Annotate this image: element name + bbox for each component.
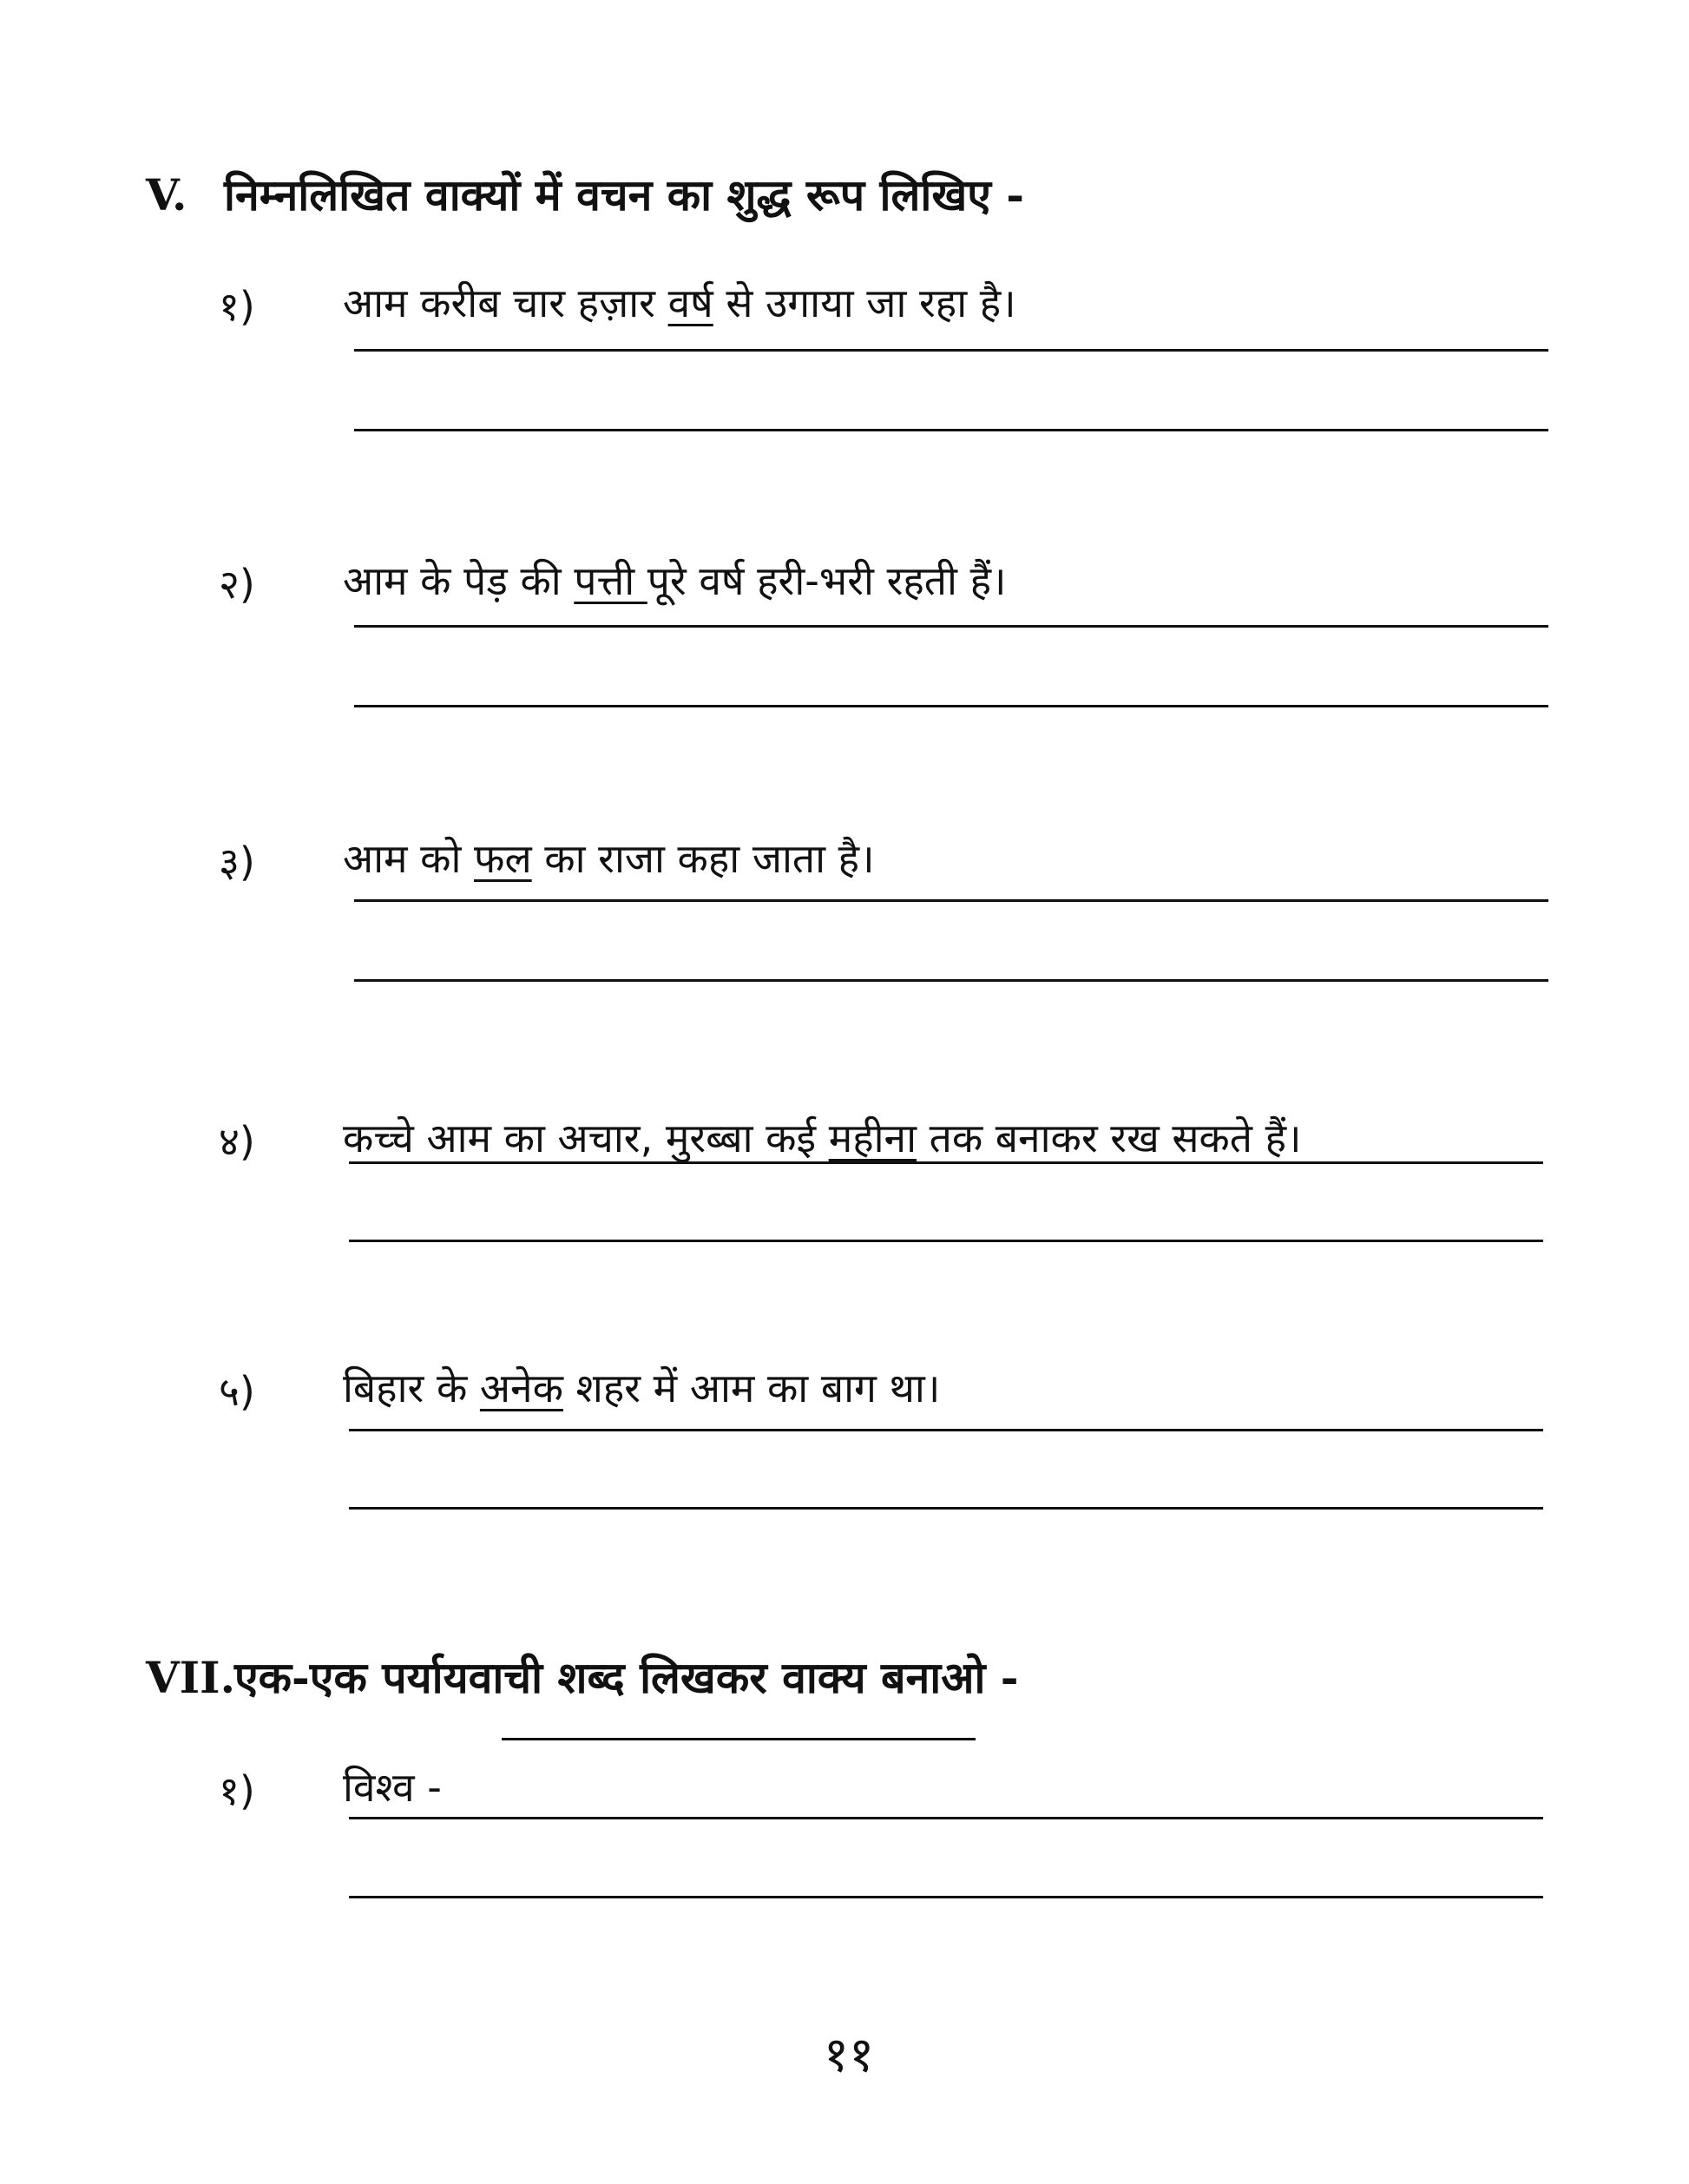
answer-line[interactable]: [349, 1896, 1543, 1898]
question-text: [343, 557, 1007, 604]
answer-line[interactable]: [354, 429, 1548, 431]
sentence-part: से उगाया जा रहा है।: [713, 280, 1016, 326]
question-number: १): [219, 1767, 255, 1814]
sentence-part: पूरे वर्ष हरी-भरी रहती हैं।: [647, 557, 1007, 604]
question-number: १): [219, 283, 255, 330]
sentence-part: आम करीब चार हज़ार: [343, 280, 668, 326]
question-text: [343, 1365, 941, 1411]
underlined-word: अनेक: [479, 1365, 563, 1411]
sentence-part: शहर में आम का बाग था।: [562, 1365, 941, 1411]
question-number: ५): [219, 1368, 255, 1415]
answer-line[interactable]: [349, 1817, 1543, 1819]
answer-line[interactable]: [354, 979, 1548, 982]
answer-line[interactable]: [354, 625, 1548, 628]
answer-line[interactable]: [354, 705, 1548, 707]
question-number: ३): [219, 839, 255, 885]
question-text: [343, 280, 1016, 326]
answer-line[interactable]: [349, 1429, 1543, 1431]
page-number: ११: [823, 2027, 875, 2083]
question-text: [343, 835, 875, 882]
underlined-word: फल: [474, 835, 532, 882]
answer-line[interactable]: [349, 1507, 1543, 1510]
sentence-part: का राजा कहा जाता है।: [531, 835, 875, 882]
question-number: २): [219, 561, 255, 608]
section-v-heading: निम्नलिखित वाक्यों में वचन का शुद्ध रूप लिखिए -: [224, 169, 1025, 220]
underlined-word: वर्ष: [667, 280, 713, 326]
underlined-word: पत्ती: [574, 557, 647, 604]
sentence-part: तक बनाकर रख सकते हैं।: [916, 1115, 1302, 1161]
sentence-part: बिहार के: [343, 1365, 480, 1411]
section-vii-label: VII.: [146, 1652, 235, 1703]
question-text: [343, 1115, 1302, 1161]
question-number: ४): [219, 1118, 255, 1165]
underlined-word: महीना: [828, 1115, 917, 1161]
answer-line[interactable]: [354, 349, 1548, 352]
sentence-part: आम को: [343, 835, 475, 882]
answer-line[interactable]: [354, 899, 1548, 902]
sentence-part: आम के पेड़ की: [343, 557, 575, 604]
answer-line[interactable]: [349, 1161, 1543, 1164]
section-vii-heading: एक-एक पर्यायवाची शब्द लिखकर वाक्य बनाओ -: [234, 1652, 1019, 1703]
answer-line[interactable]: [349, 1240, 1543, 1242]
question-text: विश्व -: [343, 1764, 442, 1811]
heading-underline: [502, 1738, 976, 1740]
sentence-part: कच्चे आम का अचार, मुरब्बा कई: [343, 1115, 829, 1161]
section-v-label: V.: [146, 169, 187, 220]
